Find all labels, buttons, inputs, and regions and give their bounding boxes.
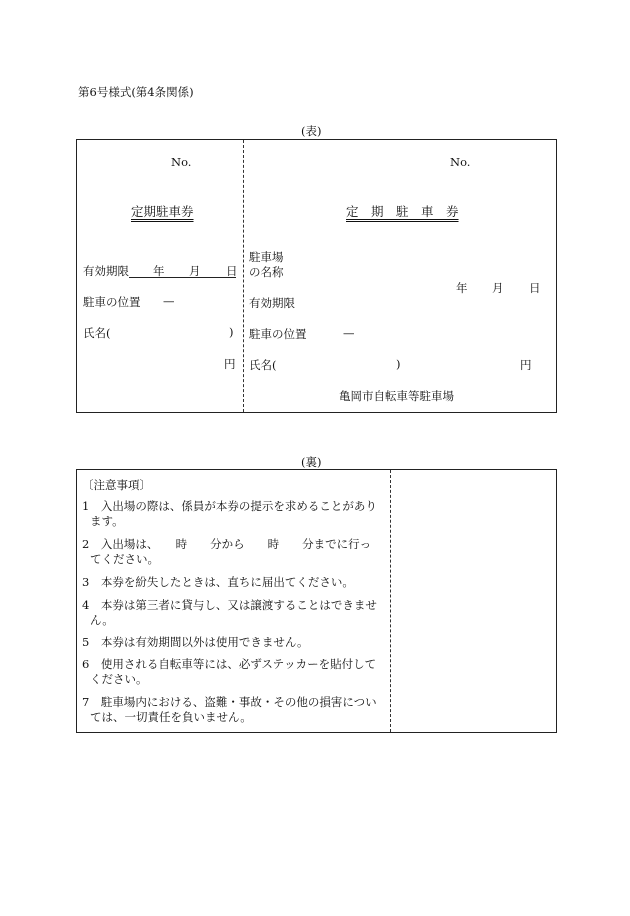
right-title: 定 期 駐 車 券	[346, 204, 459, 219]
front-card	[76, 139, 557, 413]
left-year: 年	[153, 264, 165, 278]
right-month: 月	[492, 281, 504, 295]
right-day: 日	[529, 281, 541, 295]
note-item: 1 入出場の際は、係員が本券の提示を求めることがあり ます。	[82, 499, 377, 528]
note-item: 3 本券を紛失したときは、直ちに届出てください。	[82, 575, 354, 589]
right-lot-name-line2: の名称	[249, 265, 284, 279]
left-name-open: 氏名(	[83, 326, 111, 340]
left-yen: 円	[224, 357, 236, 371]
left-month: 月	[189, 264, 201, 278]
issuer-name: 亀岡市自転車等駐車場	[339, 389, 454, 403]
left-validity-underline	[129, 277, 236, 278]
right-name-open: 氏名(	[249, 358, 277, 372]
left-day: 日	[226, 264, 238, 278]
note-item: 5 本券は有効期間以外は使用できません。	[82, 635, 309, 649]
note-item: 7 駐車場内における、盗難・事故・その他の損害につい ては、一切責任を負いません。	[82, 695, 377, 724]
right-position-dash: —	[343, 326, 355, 340]
right-position-label: 駐車の位置	[249, 327, 307, 341]
right-yen: 円	[520, 358, 532, 372]
right-name-close: )	[396, 357, 401, 371]
form-label: 第6号様式(第4条関係)	[78, 85, 194, 99]
left-position-label: 駐車の位置	[83, 295, 141, 309]
note-item: 6 使用される自転車等には、必ずステッカーを貼付して ください。	[82, 657, 377, 686]
front-card-divider	[243, 140, 244, 412]
left-title: 定期駐車券	[131, 204, 194, 219]
note-item: 4 本券は第三者に貸与し、又は譲渡することはできませ ん。	[82, 598, 377, 627]
right-year: 年	[456, 281, 468, 295]
notes-heading: 〔注意事項〕	[82, 478, 151, 492]
front-caption: (表)	[301, 124, 322, 138]
left-name-close: )	[229, 325, 234, 339]
right-lot-name-line1: 駐車場	[249, 250, 284, 264]
left-validity-label: 有効期限	[83, 264, 129, 278]
left-position-dash: —	[163, 294, 175, 308]
note-item: 2 入出場は、 時 分から 時 分までに行っ てください。	[82, 537, 372, 566]
right-validity-label: 有効期限	[249, 296, 295, 310]
right-no-label: No.	[450, 155, 471, 169]
back-caption: (裏)	[301, 455, 322, 469]
back-card-divider	[390, 470, 391, 732]
left-no-label: No.	[171, 155, 192, 169]
